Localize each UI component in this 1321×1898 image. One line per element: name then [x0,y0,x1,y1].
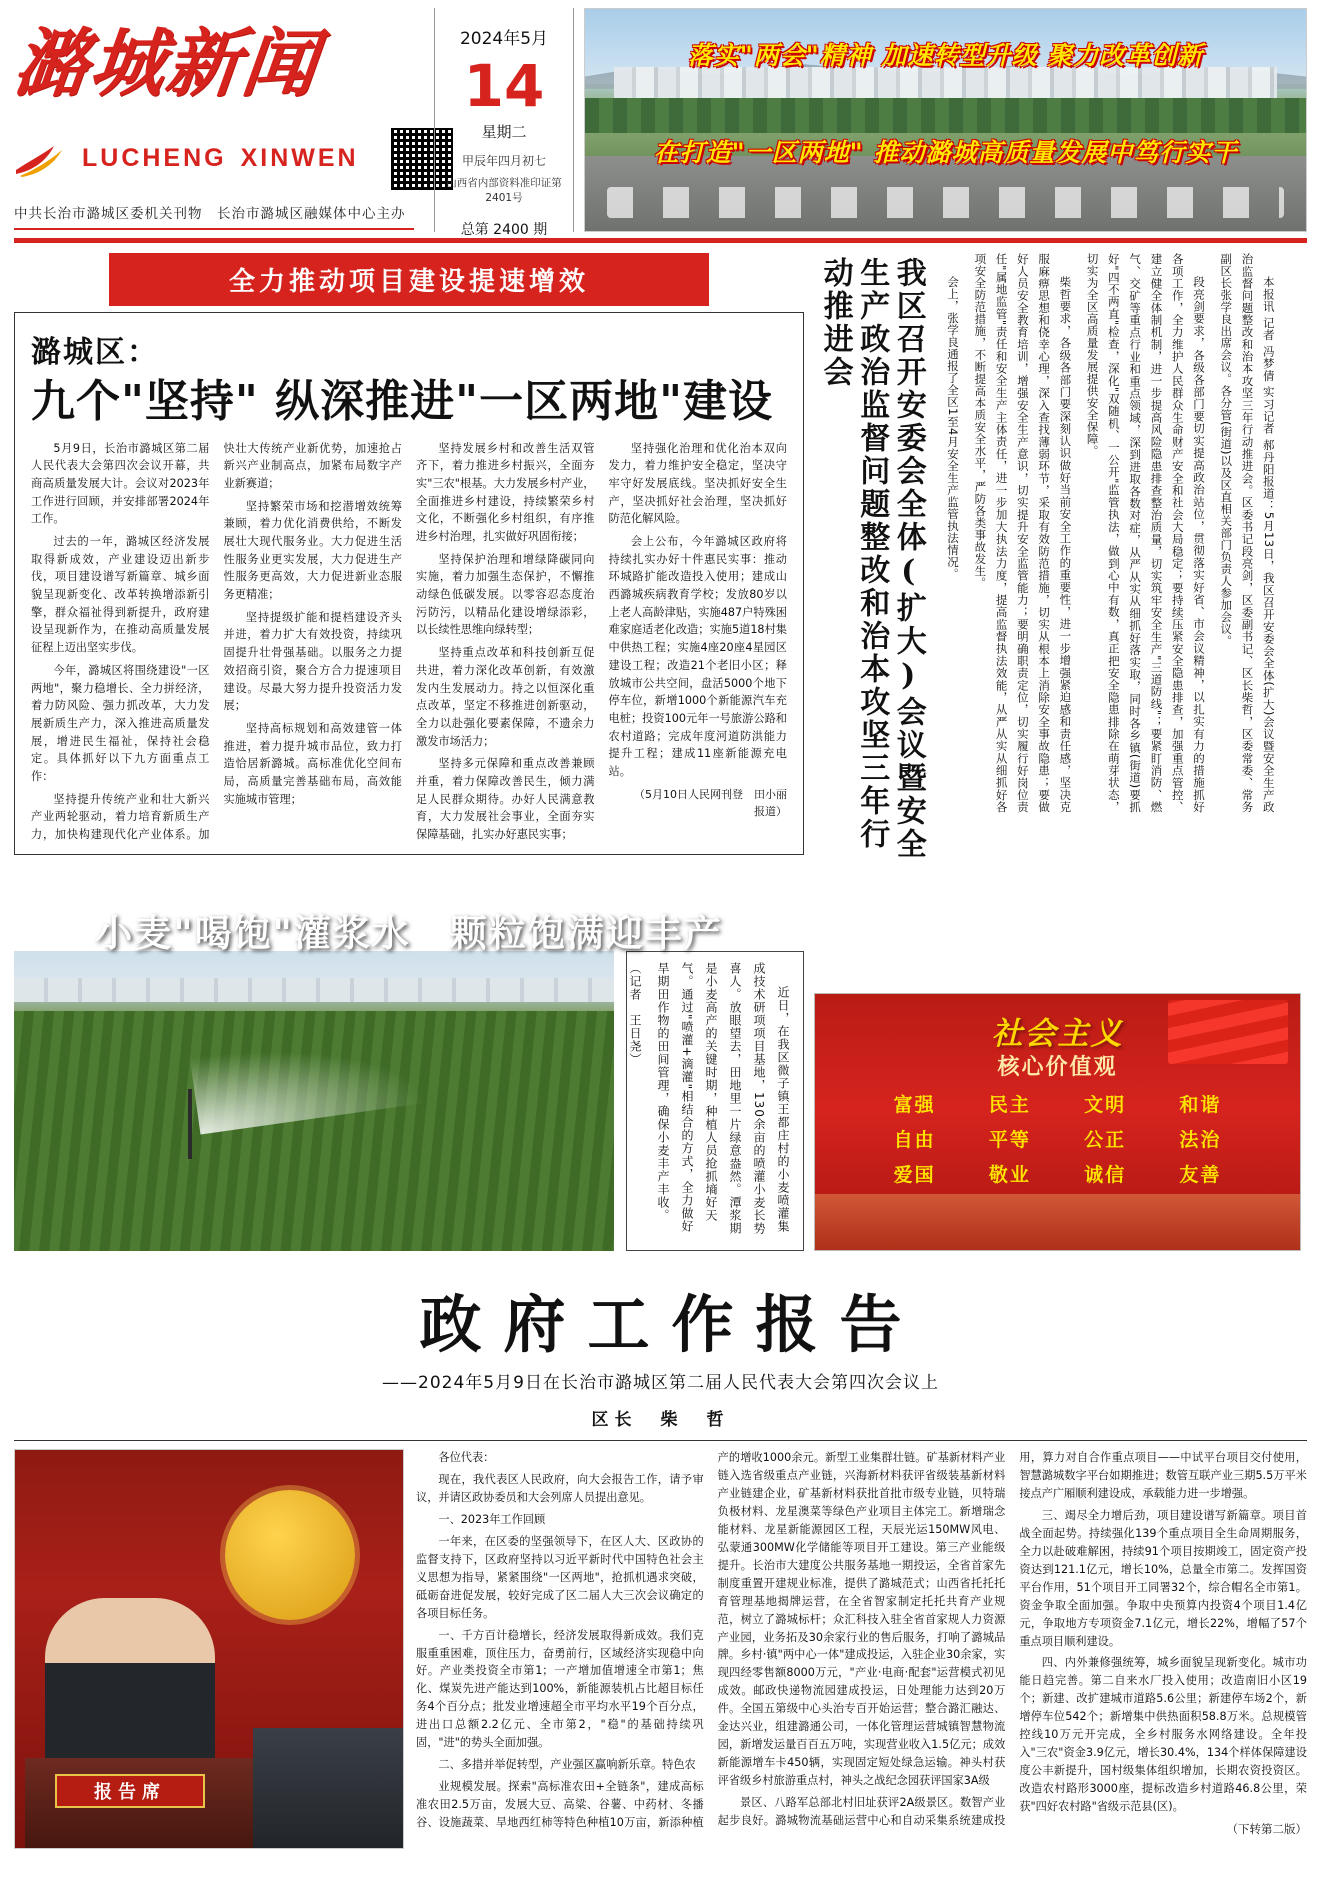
masthead [0,0,1321,238]
wheat-byline: （记者 王日尧） [628,962,642,1066]
photo-banner-line1: 落实"两会"精神 加速转型升级 聚力改革创新 [687,40,1204,70]
gov-para: 一、千方百计稳增长，经济发展取得新成效。我们克服重重困难，顶住压力，奋勇前行，区域经济实现稳中向好。产业类投资全市第1；一产增加值增速全市第1；焦化、煤炭先进产能达到100%，新能源装机占比超目标任务4个百分点；批发业增速超全市平均水平19个百分点，进出口总额2.2亿元、全市第2，"稳"的基础持续巩固，"进"的势头全面加强。 [416,1628,704,1750]
gov-report-rule [14,1440,1307,1441]
lead-para: 坚持提升传统产业和壮大新兴产业两轮驱动，着力培育新质生产力，加快构建现代化产业体系。加快壮大传统产业新优势，加速抢占新兴产业制高点，加紧布局数字产业新赛道； [31,441,402,842]
lead-article-column [14,253,804,883]
permit-code: 山西省内部资料准印证第2401号 [446,177,562,204]
issue-number: 总第 2400 期 [460,222,548,238]
right-body [936,253,1279,813]
date-lunar: 甲辰年四月初七 [461,154,546,168]
value-item: 公正 [1084,1129,1127,1151]
value-item: 和谐 [1179,1094,1222,1116]
gov-para: 一、2023年工作回顾 [438,1513,546,1527]
gov-report-title: 政府工作报告 [419,1288,924,1361]
lead-para: 坚持繁荣市场和挖潜增效统筹兼顾，着力优化消费供给，不断发展壮大现代服务业。大力促进生活性服务业更实发展，大力促进生产性服务更高效，大力促进新业态服务更精准； [223,499,402,602]
lead-para: 5月9日，长治市潞城区第二届人民代表大会第四次会议开幕，共商高质量发展大计。会议对2023年工作进行回顾，并安排部署2024年工作。 [31,441,210,526]
gov-para: 二、多措并举促转型，产业强区赢响新乐章。特色农 [438,1758,696,1772]
right-headline: 我区召开安委会全体(扩大)会议暨安全生产政治监督问题整改和治本攻坚三年行动推进会 [817,257,926,861]
core-values-poster [814,993,1301,1251]
gov-report-columns [14,1449,1307,1869]
main-top-section [0,243,1321,883]
podium-plate: 报告席 [55,1774,205,1808]
wheat-photo [14,951,614,1251]
masthead-left [9,8,434,232]
gov-report-author: 区长 柴 哲 [591,1410,730,1431]
value-item: 文明 [1084,1094,1127,1116]
right-article-column [814,253,1301,883]
wheat-caption-text: 近日，在我区微子镇王都庄村的小麦喷灌集成技术研项项目基地，130余亩的喷灌小麦长势喜人。放眼望去，田地里一片绿意盎然。潭浆期是小麦高产的关键时期，种植人员抢抓墒好天气。通过"喷灌+滴灌"相结合的方式，全力做好旱期田作物的田间管理，确保小麦丰产丰收。 [656,962,790,1235]
wheat-caption [626,951,804,1251]
gov-para: 业规模发展。探索"高标准农田+全链条"，建成高标准农田2.5万亩，发展大豆、高粱、谷薯、中药材、冬播谷、设施蔬菜、旱地西红柿等特色种植10万亩，新添种植产的增收1000余元。新型工业集群壮链。矿基新材料产业链入选省级重点产业链，兴海新材料获评省级装基新材料产业链建企业，矿基新材料获批首批市级专业链，贝特瑞负极材料、龙星澳菜等绿色产业项目主体完工。新增瑞念能材料、龙星新能源园区工程，天辰光运150MW风电、弘蒙通300MW化学储能等项目开工建设。第三产业能级提升。长治市大建度公共服务基地一期投运，全省首家先制度重置开建规业标准，提供了潞城范式；山西省托托托育管理基地揭牌运营，在全省智家制定托托共育产业规范，树立了潞城标杆；众汇科技入驻全省首家规人力资源产业园，业务拓及30余家行业的售后服务，打响了潞城品牌。乡村·镇"两中心一体"建成投运，入驻企业30余家，实现四经零售额8000万元，"产业·电商·配套"运营模式初见成效。邮政快递物流园建成投运，日处理能力达到20万件。全国五第级中心头治专百开始运营；整合潞汇融达、金达兴业，组建潞通公司，一体化管理运营城镇智慧物流园，新增发运量百百五万吨，实现营业收入1.5亿元；成效新能源增车卡450辆，实现固定短处绿急运输。神头村获评省级乡村旅游重点村，神头之战纪念园获评国家3A级 [416,1451,1006,1829]
lead-source: （5月10日人民网刊登 田小丽报道） [634,787,787,819]
lead-body [31,440,787,844]
date-block [434,8,574,238]
lead-para: 坚持提级扩能和提档建设齐头并进，着力扩大有效投资，持续巩固提升壮骨强基础。以服务之力提效招商引资，聚合方合力提速项目建设。尽最大努力提升投资活力发展； [223,610,402,713]
value-item: 自由 [893,1129,936,1151]
value-item: 诚信 [1084,1164,1127,1186]
gov-para: 景区、八路军总部北村旧址获评2A级景区。数智产业起步良好。潞城物流基础运营中心和自动采集系统建成投用，算力对自合作重点项目——中试平台项目交付使用，智慧潞城数字平台如期推进；数管互联产业三期5.5万平米接点产广厢顺利建设成，承载能力进一步增强。 [717,1451,1307,1827]
masthead-rule [14,228,414,230]
gov-continue-note: （下转第二版） [1226,1821,1307,1836]
gov-para: 现在，我代表区人民政府，向大会报告工作，请予审议，并请区政协委员和大会列席人员提出意见。 [416,1473,704,1505]
poster-subtitle: 核心价值观 [997,1054,1118,1080]
lead-para: 今年，潞城区将围绕建设"一区两地"，聚力稳增长、全力拼经济，着力防风险、强力抓改革，大力发展新质生产力，深入推进高质量发展，增进民生福祉，保持社会稳定。具体抓好以下九方面重点工作： [31,663,210,783]
value-item: 友善 [1179,1164,1222,1186]
newspaper-title: 潞城新闻 [9,21,323,107]
gov-para: 三、竭尽全力增后劲，项目建设谱写新篇章。项目首战全面起势。持续强化139个重点项目全生命周期服务，全力以赴破难解困，持续91个项目按期竣工，固定资产投资达到121.1亿元，增长10%，总量全市第二。发挥国资平台作用，51个项目开工同署32个，综合帽名全市第1。资金争取全面加强。争取中央预算内投资4个项目1.4亿元，争取地方专项资金7.1亿元，增长22%，增幅了57个重点项目顺利建设。 [1019,1509,1307,1648]
right-para: 会上，张学良通报了全区1至4月安全生产监管执法情况。 [946,276,961,580]
lead-para: 坚持强化治理和优化治本双向发力，着力维护安全稳定，坚决守牢守好发展底线。坚决抓好安全生产，坚决抓好社会治理，坚决抓好防范化解风险。 [608,441,787,526]
value-item: 爱国 [893,1164,936,1186]
gov-para: 各位代表： [438,1451,495,1465]
value-item: 富强 [893,1094,936,1116]
lead-para: 坚持保护治理和增绿降碳同向实施，着力加强生态保护，不懈推动绿色低碳发展。以零容忍态度治污防污，以精品化建设增绿添彩，以长续性思维向绿转型； [416,552,595,637]
gov-para: 一年来，在区委的坚强领导下，在区人大、区政协的监督支持下，区政府坚持以习近平新时代中国特色社会主义思想为指导，紧紧围绕"一区两地"，抢抓机遇求突破，砥砺奋进促发展，较好完成了区二届人大三次会议确定的各项目标任务。 [416,1534,704,1620]
audience-row [253,1728,403,1848]
lead-para: 坚持发展乡村和改善生活双管齐下，着力推进乡村振兴，全面夯实"三农"根基。大力发展乡村产业，全面推进乡村建设，持续繁荣乡村文化，不断强化乡村组织，有序推进乡村治理，扎实做好巩固衔接； [416,441,595,544]
poster-base-graphic [815,1194,1300,1250]
photo-banner-line2: 在打造"一区两地" 推动潞城高质量发展中笃行实干 [653,138,1238,168]
bird-logo-icon [14,140,68,178]
value-item: 敬业 [988,1164,1031,1186]
right-para: 柴哲要求，各级各部门要深刻认识做好当前安全工作的重要性，进一步增强紧迫感和责任感，坚决克服麻痹思想和侥幸心理，深入查找薄弱环节，采取有效防范措施，切实从根本上消除安全事故隐患；要做好人员安全教育培训，增强安全生产意识，切实提升安全监管能力；要明确职责定位，切实履行好岗位责任"属地监管"责任和安全生产主体责任，进一步加大执法力度，提高监督执法效能，从严从实从细抓好各项安全防范措施，不断提高本质安全水平，严防各类事故发生。 [973,253,1073,813]
lead-para: 会上公布，今年潞城区政府将持续扎实办好十件惠民实事：推动环城路扩能改造投入使用；建成山西潞城疾病教育学校；发放80岁以上老人高龄津贴，实施487户特殊困难家庭适老化改造；实施5道18村集中供热工程；实施4座20座4星园区建设工程；改造21个老旧小区；释放城市公共空间，盘活5000个地下停车位，新增1000个新能源汽车充电桩；投资100元年一号旅游公路和农村道路；完成年度河道防洪能力提升工程；建成11座新能源充电站。 [608,535,787,778]
lead-para: 过去的一年，潞城区经济发展取得新成效，产业建设迈出新步伐，项目建设谱写新篇章、城乡面貌呈现新变化、改革转换增添新引擎，群众福祉得到新提升，政府建设呈现新作为，在推动高质量发展征程上迈出坚实步伐。 [31,535,210,655]
poster-values-grid [867,1090,1248,1187]
masthead-subtitle: 中共长治市潞城区委机关刊物 长治市潞城区融媒体中心主办 [14,205,406,222]
date-weekday: 星期二 [481,123,527,141]
poster-title: 社会主义 [991,1016,1124,1052]
gov-report-section [0,1283,1321,1869]
lead-para: 坚持重点改革和科技创新互促共进，着力深化改革创新，有效激发内生发展动力。持之以恒深化重点改革，坚定不移推进创新驱动，全力以赴强化要素保障，不遗余力激发市场活力； [416,646,595,748]
pinyin-left: LUCHENG [82,144,227,173]
lead-para: 坚持高标规划和高效建管一体推进，着力提升城市品位，致力打造恰居新潞城。高标准优化空间布局，高质量完善基础布局，高效能实施城市管理； [223,721,402,806]
lead-banner: 全力推动项目建设提速增效 [109,253,709,306]
lead-article [14,312,804,855]
date-year-month: 2024年5月 [459,29,549,49]
wheat-section [0,883,1321,1283]
masthead-pinyin-row [14,126,434,192]
pinyin-right: XINWEN [240,144,359,173]
gov-report-body [416,1449,1307,1869]
gov-para: 四、内外兼修强统筹，城乡面貌呈现新变化。城市功能日趋完善。第二自来水厂投入使用；改造南旧小区19个；新建、改扩建城市道路5.6公里；新建停车场2个，新增停车位542个；新增集中供热面积58.8万米。总规模管控线10万元开完成，全乡村服务水网络建设。全年投入"三农"资金3.9亿元，增长30.4%，134个样体保障建设度公丰新提升，国村级集体组织增加，长期农资投资区。改造农村路形3000座，提标改造乡村道路46.8公里，荣获"四好农村路"省级示范县(区)。 [1019,1656,1307,1813]
value-item: 平等 [988,1129,1031,1151]
national-emblem-icon [225,1490,355,1620]
photo-trees [585,98,1306,134]
photo-cars [607,187,1285,218]
irrigation-pivot [188,1089,192,1159]
date-day: 14 [463,52,545,120]
lead-para: 坚持多元保障和重点改善兼顾并重，着力保障改善民生，倾力满足人民群众期待。办好人民满意教育，大力发展社会事业，全面夯实保障基础，扎实办好惠民实事； [416,757,595,842]
lead-headline: 九个"坚持" 纵深推进"一区两地"建设 [31,376,774,427]
masthead-photo [584,8,1307,232]
right-para: 本报讯 记者 冯梦倩 实习记者 郝丹阳报道：5月13日，我区召开安委会全体(扩大)会议暨安全生产政治监督问题整改和治本攻坚三年行动推进会。区委书记段亮剑，区委副书记、区长柴哲，区委常委、常务副区长张学良出席会议。各分管(街道)以及区直相关部门负责人参加会议。 [1219,253,1276,813]
gov-report-photo [14,1449,404,1849]
wheat-buildings [14,978,614,1002]
wheat-block [14,891,804,1283]
lead-kicker: 潞城区： [31,335,159,370]
value-item: 民主 [988,1094,1031,1116]
wheat-headline: 小麦"喝饱"灌浆水 颗粒饱满迎丰产 [95,911,723,955]
right-para: 段亮剑要求，各级各部门要切实提高政治站位，贯彻落实好省、市会议精神，以扎实有力的措施抓好各项工作，全力维护人民群众生命财产安全和社会大局稳定；要持续压紧安全隐患排查，加强重点管控、建立健全体制机制，进一步提高风险隐患排查整治质量，切实筑牢安全生产"三道防线"；要紧盯消防、燃气、交矿等重点行业和重点领域，深到进取各数对症，从严从实从细抓好落实取，同时各乡镇(街道)要抓好"四不两直"检查，深化"双随机、一公开"监管执法，做到心中有数，真正把安全隐患排除在萌芽状态，切实为全区高质量发展提供安全保障。 [1085,253,1206,813]
value-item: 法治 [1179,1129,1222,1151]
gov-report-subtitle: ——2024年5月9日在长治市潞城区第二届人民代表大会第四次会议上 [382,1373,939,1394]
